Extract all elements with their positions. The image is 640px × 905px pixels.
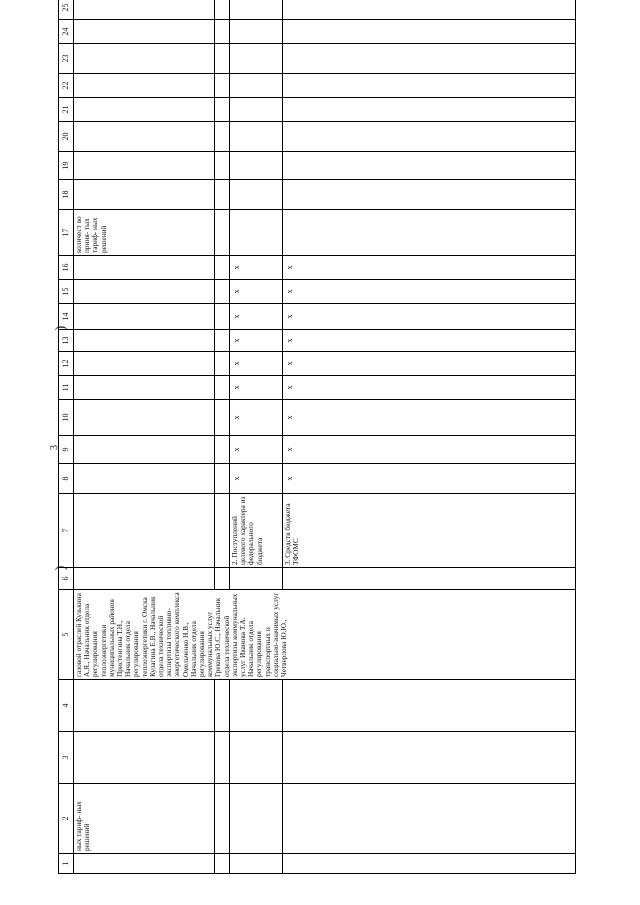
x-mark: х <box>230 436 283 464</box>
table-cell <box>283 152 576 180</box>
table-cell <box>74 352 215 376</box>
table-cell <box>74 44 215 74</box>
table-cell <box>215 568 230 590</box>
table-cell <box>215 44 230 74</box>
table-cell <box>283 854 576 874</box>
table-cell <box>215 400 230 436</box>
table-cell <box>74 74 215 98</box>
table-cell <box>283 680 576 732</box>
table-cell <box>74 376 215 400</box>
table-cell <box>74 20 215 44</box>
column-number: 2 <box>59 784 74 854</box>
table-cell <box>74 494 215 568</box>
table-cell <box>283 122 576 152</box>
table-row <box>283 0 576 874</box>
column-number: 8 <box>59 464 74 494</box>
table-cell <box>215 464 230 494</box>
column-number: 22 <box>59 74 74 98</box>
table-cell <box>215 376 230 400</box>
x-mark: х <box>230 330 283 352</box>
x-mark: х <box>230 256 283 280</box>
table-cell <box>283 732 576 784</box>
column-number: 19 <box>59 152 74 180</box>
table-cell <box>74 152 215 180</box>
table-cell: 3. Средств бюджета ТФОМС <box>283 494 576 568</box>
table-cell <box>230 74 283 98</box>
x-mark: х <box>283 436 576 464</box>
column-number: 5 <box>59 590 74 680</box>
table-cell <box>283 210 576 256</box>
table-cell <box>215 180 230 210</box>
table-cell <box>74 304 215 330</box>
column-number: 1 <box>59 854 74 874</box>
column-number: 21 <box>59 98 74 122</box>
table-cell <box>215 0 230 20</box>
table-cell <box>215 74 230 98</box>
column-number: 4 <box>59 680 74 732</box>
column-number: 23 <box>59 44 74 74</box>
x-mark: х <box>283 256 576 280</box>
table-cell <box>230 732 283 784</box>
column-number: 15 <box>59 280 74 304</box>
column-number: 12 <box>59 352 74 376</box>
table-cell <box>215 732 230 784</box>
table-cell <box>215 304 230 330</box>
table-cell: газовой отраслей Кузькина А.Я., Начальник отдела регулирования теплоэнергетики муниципальных районов Пристенгина Т.Н., Начальник отдела регулирования теплоэнергетики г. Омска Кулагина Е.В., Начальник отдела технической экспертизы топливно-энергетического комплекса Омельченко Н.В., Начальник отдела регулирования коммунальных услуг Грекова Ю.С., Начальник отдела технической экспертизы коммунальных услуг Иванова Т.А. Начальник отдела регулирования транспортных и социально-значимых услуг Четверлова Ю.Ю., <box>74 590 576 680</box>
table-cell <box>230 180 283 210</box>
column-number: 24 <box>59 20 74 44</box>
table-cell <box>283 0 576 20</box>
table-cell <box>74 98 215 122</box>
table-cell <box>283 98 576 122</box>
rotated-table-frame <box>58 3 576 874</box>
report-table <box>58 0 576 874</box>
column-number: 13 <box>59 330 74 352</box>
table-cell <box>215 854 230 874</box>
column-number: 18 <box>59 180 74 210</box>
column-number: 16 <box>59 256 74 280</box>
x-mark: х <box>283 330 576 352</box>
table-cell <box>215 210 230 256</box>
table-cell <box>74 330 215 352</box>
table-cell <box>74 400 215 436</box>
table-cell <box>215 122 230 152</box>
table-cell <box>230 122 283 152</box>
table-cell <box>215 20 230 44</box>
parenthesis-mark: ) <box>53 325 69 331</box>
table-cell <box>215 436 230 464</box>
table-cell <box>230 568 283 590</box>
table-cell <box>230 854 283 874</box>
table-cell <box>230 0 283 20</box>
column-number: 11 <box>59 376 74 400</box>
table-cell <box>215 256 230 280</box>
page-number: 3 <box>49 445 60 450</box>
x-mark: х <box>230 304 283 330</box>
table-cell <box>215 680 230 732</box>
x-mark: х <box>283 376 576 400</box>
table-cell <box>74 436 215 464</box>
x-mark: х <box>283 352 576 376</box>
column-number: 10 <box>59 400 74 436</box>
x-mark: х <box>283 280 576 304</box>
table-cell <box>230 20 283 44</box>
table-cell <box>215 784 230 854</box>
table-cell <box>230 210 283 256</box>
table-cell <box>283 44 576 74</box>
table-cell <box>74 464 215 494</box>
column-number: 14 <box>59 304 74 330</box>
table-cell <box>230 152 283 180</box>
column-number: 9 <box>59 436 74 464</box>
table-cell <box>74 256 215 280</box>
x-mark: х <box>230 352 283 376</box>
column-number: 7 <box>59 494 74 568</box>
table-cell <box>74 854 215 874</box>
table-cell <box>215 352 230 376</box>
x-mark: х <box>230 400 283 436</box>
table-cell <box>283 180 576 210</box>
table-cell <box>74 680 215 732</box>
table-cell <box>230 680 283 732</box>
column-number: 3 <box>59 732 74 784</box>
table-cell <box>215 280 230 304</box>
x-mark: х <box>283 400 576 436</box>
x-mark: х <box>230 280 283 304</box>
column-number: 6 <box>59 568 74 590</box>
table-cell <box>74 122 215 152</box>
table-cell <box>74 732 215 784</box>
table-cell <box>283 20 576 44</box>
table-row <box>215 0 230 874</box>
table-cell <box>230 784 283 854</box>
table-cell <box>283 784 576 854</box>
table-row <box>230 0 283 874</box>
column-number-row <box>59 0 74 874</box>
column-number: 17 <box>59 210 74 256</box>
table-cell <box>215 152 230 180</box>
table-cell <box>74 180 215 210</box>
table-cell <box>230 98 283 122</box>
table-cell <box>215 330 230 352</box>
x-mark: х <box>283 464 576 494</box>
table-cell: ных тариф- ных решений <box>74 784 215 854</box>
x-mark: х <box>230 376 283 400</box>
column-number: 20 <box>59 122 74 152</box>
table-cell <box>215 98 230 122</box>
table-cell <box>230 44 283 74</box>
table-cell <box>74 280 215 304</box>
table-cell <box>74 568 215 590</box>
table-cell <box>283 74 576 98</box>
parenthesis-mark: ) <box>53 565 69 571</box>
table-cell: количест во приня- тых тариф- ных решений <box>74 210 215 256</box>
table-row <box>74 0 215 874</box>
x-mark: х <box>230 464 283 494</box>
table-cell: 2. Поступлений целевого характера из федерального бюджета <box>230 494 283 568</box>
x-mark: х <box>283 304 576 330</box>
table-cell <box>74 0 215 20</box>
column-number: 25 <box>59 0 74 20</box>
table-cell <box>215 494 230 568</box>
table-cell <box>283 568 576 590</box>
